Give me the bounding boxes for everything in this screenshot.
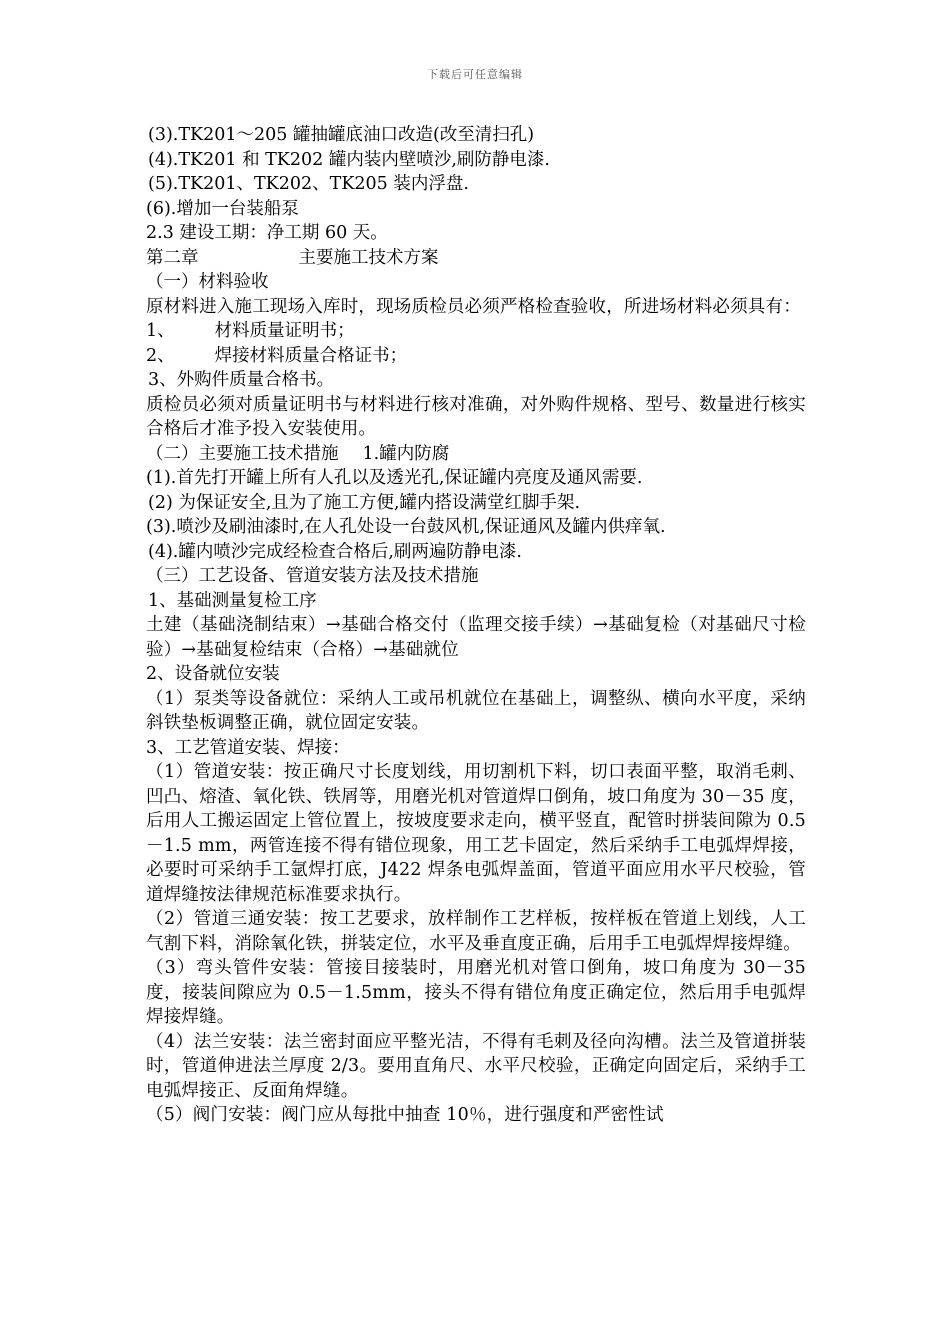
section-heading: （一）材料验收 xyxy=(146,272,269,292)
list-number: 2、 xyxy=(146,345,175,366)
paragraph: （5）阀门安装：阀门应从每批中抽查 10％，进行强度和严密性试 xyxy=(146,1105,664,1125)
paragraph: 土建（基础浇制结束）→基础合格交付（监理交接手续）→基础复检（对基础尺寸检验）→基础复检结束（合格）→基础就位 xyxy=(146,615,806,660)
paragraph: （2）管道三通安装：按工艺要求，放样制作工艺样板，按样板在管道上划线，人工气割下料，消除氧化铁，拼装定位，水平及垂直度正确，后用手工电弧焊焊接焊缝。 xyxy=(146,909,806,954)
paragraph: （4）法兰安装：法兰密封面应平整光洁，不得有毛刺及径向沟槽。法兰及管道拼装时，管道伸进法兰厚度 2/3。要用直角尺、水平尺校验，正确定向固定后，采纳手工电弧焊接正、反面角焊缝。 xyxy=(146,1031,806,1101)
paragraph: （1）管道安装：按正确尺寸长度划线，用切割机下料，切口表面平整，取消毛刺、凹凸、熔渣、氧化铁、铁屑等，用磨光机对管道焊口倒角，坡口角度为 30－35 度，后用人工搬运固定上管位置上，按坡度要求走向，横平竖直，配管时拼装间隙为 0.5－1.5 mm，两管连接不得有错位现象，用工艺卡固定，然后采纳手工电弧焊焊接，必要时可采纳手工氩焊打底，J422 焊条电弧焊盖面，管道平面应用水平尺校验，管道焊缝按法律规范标准要求执行。 xyxy=(146,762,806,905)
section-heading: （三）工艺设备、管道安装方法及技术措施 xyxy=(146,566,479,586)
chapter-label: 第二章 xyxy=(146,247,199,268)
section-title: （二）主要施工技术措施 xyxy=(146,443,339,464)
list-item: (6).增加一台装船泵 xyxy=(146,198,299,219)
construction-period: 2.3 建设工期：净工期 60 天。 xyxy=(146,223,388,243)
list-number: 1、 xyxy=(146,321,175,341)
chapter-title: 主要施工技术方案 xyxy=(298,247,439,268)
subsection-heading: 3、工艺管道安装、焊接： xyxy=(146,737,350,758)
list-item xyxy=(146,344,806,369)
document-body xyxy=(146,123,806,1128)
subsection-title: 1.罐内防腐 xyxy=(362,443,450,464)
chapter-heading xyxy=(146,246,806,271)
paragraph: 原材料进入施工现场入库时，现场质检员必须严格检查验收，所进场材料必须具有： xyxy=(146,296,801,317)
list-item: (4).罐内喷沙完成经检查合格后,刷两遍防静电漆. xyxy=(148,541,522,562)
list-item: (1).首先打开罐上所有人孔以及透光孔,保证罐内亮度及通风需要. xyxy=(146,468,643,488)
section-heading xyxy=(146,442,806,467)
paragraph: （1）泵类等设备就位：采纳人工或吊机就位在基础上，调整纵、横向水平度，采纳斜铁垫板调整正确，就位固定安装。 xyxy=(146,688,806,733)
paragraph: （3）弯头管件安装：管接目接装时，用磨光机对管口倒角，坡口角度为 30－35 度，接装间隙应为 0.5－1.5mm，接头不得有错位角度正确定位，然后用手电弧焊焊接焊缝。 xyxy=(146,958,806,1027)
list-item: 3、外购件质量合格书。 xyxy=(148,370,335,390)
list-item: (4).TK201 和 TK202 罐内装内壁喷沙,刷防静电漆. xyxy=(148,149,550,170)
list-item xyxy=(146,319,806,344)
list-text: 材料质量证明书； xyxy=(214,321,355,341)
list-item: (5).TK201、TK202、TK205 装内浮盘. xyxy=(148,174,469,194)
list-text: 焊接材料质量合格证书； xyxy=(214,345,408,366)
subsection-heading: 2、设备就位安装 xyxy=(146,664,280,684)
paragraph: 质检员必须对质量证明书与材料进行核对准确，对外购件规格、型号、数量进行核实合格后才准予投入安装使用。 xyxy=(146,394,806,439)
list-item: (3).TK201～205 罐抽罐底油口改造(改至清扫孔) xyxy=(148,125,535,145)
list-item: (3).喷沙及刷油漆时,在人孔处设一台鼓风机,保证通风及罐内供痒氧. xyxy=(146,517,666,537)
list-item: (2) 为保证安全,且为了施工方便,罐内搭设满堂红脚手架. xyxy=(148,492,581,513)
subsection-heading: 1、基础测量复检工序 xyxy=(148,590,317,611)
page-header: 下载后可任意编辑 xyxy=(427,68,523,81)
